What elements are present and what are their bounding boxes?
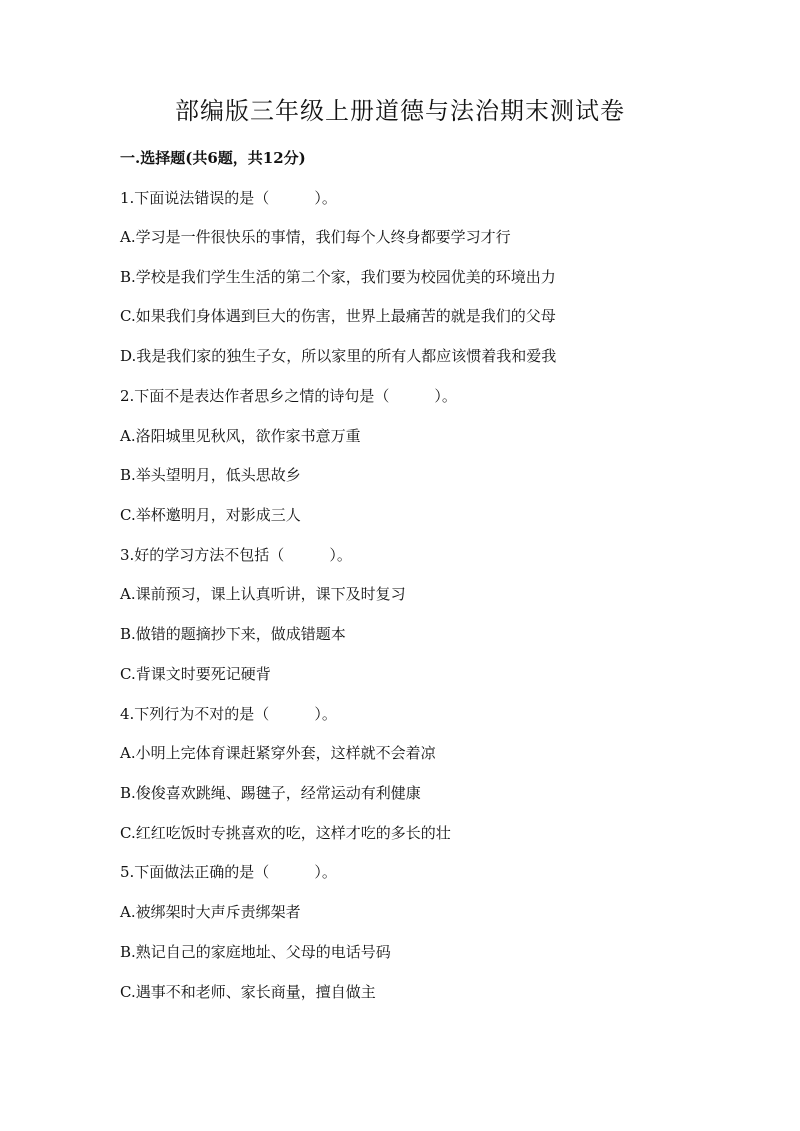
question-3-option-b: B.做错的题摘抄下来，做成错题本 (120, 625, 346, 643)
question-2-option-a: A.洛阳城里见秋风，欲作家书意万重 (120, 427, 361, 445)
section-heading: 一.选择题(共6题，共12分) (120, 149, 306, 167)
question-1-option-b: B.学校是我们学生生活的第二个家，我们要为校园优美的环境出力 (120, 268, 556, 286)
question-4-option-a: A.小明上完体育课赶紧穿外套，这样就不会着凉 (120, 744, 436, 762)
question-4-option-c: C.红红吃饭时专挑喜欢的吃，这样才吃的多长的壮 (120, 824, 451, 842)
question-3: 3.好的学习方法不包括（ ）。 (120, 546, 352, 564)
question-3-option-c: C.背课文时要死记硬背 (120, 665, 271, 683)
question-2-option-c: C.举杯邀明月，对影成三人 (120, 506, 301, 524)
question-5: 5.下面做法正确的是（ ）。 (120, 863, 337, 881)
question-5-option-a: A.被绑架时大声斥责绑架者 (120, 903, 301, 921)
question-2: 2.下面不是表达作者思乡之情的诗句是（ ）。 (120, 387, 457, 405)
question-5-option-c: C.遇事不和老师、家长商量，擅自做主 (120, 983, 376, 1001)
question-4-option-b: B.俊俊喜欢跳绳、踢毽子，经常运动有利健康 (120, 784, 421, 802)
question-1-option-a: A.学习是一件很快乐的事情，我们每个人终身都要学习才行 (120, 228, 511, 246)
question-1-option-c: C.如果我们身体遇到巨大的伤害，世界上最痛苦的就是我们的父母 (120, 307, 556, 325)
question-1-option-d: D.我是我们家的独生子女，所以家里的所有人都应该惯着我和爱我 (120, 347, 557, 365)
exam-title: 部编版三年级上册道德与法治期末测试卷 (175, 97, 625, 125)
question-1: 1.下面说法错误的是（ ）。 (120, 189, 337, 207)
question-5-option-b: B.熟记自己的家庭地址、父母的电话号码 (120, 943, 391, 961)
question-3-option-a: A.课前预习，课上认真听讲，课下及时复习 (120, 585, 406, 603)
question-4: 4.下列行为不对的是（ ）。 (120, 705, 337, 723)
question-2-option-b: B.举头望明月，低头思故乡 (120, 466, 301, 484)
